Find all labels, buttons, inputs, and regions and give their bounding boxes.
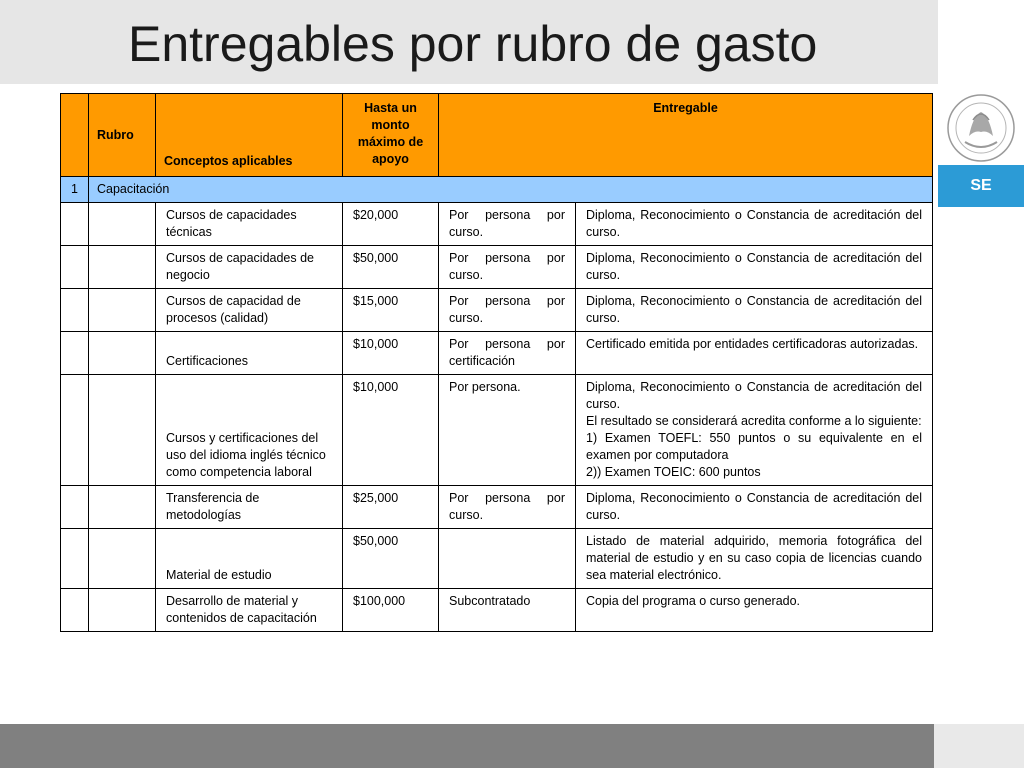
category-row — [61, 177, 933, 203]
header-rubro: Rubro — [89, 94, 156, 177]
monto-cell: $100,000 — [343, 589, 439, 632]
category-number: 1 — [61, 177, 89, 203]
entregable-cell — [576, 375, 933, 486]
deliverables-table — [60, 93, 933, 632]
concepto-cell: Cursos de capacidad de procesos (calidad) — [156, 289, 343, 332]
concepto-cell: Cursos y certificaciones del uso del idioma inglés técnico como competencia laboral — [156, 375, 343, 486]
entregable-line: 1) Examen TOEFL: 550 puntos o su equivalente en el examen por computadora — [586, 431, 923, 462]
unidad-cell: Por persona por certificación — [439, 332, 576, 375]
entregable-cell: Diploma, Reconocimiento o Constancia de acreditación del curso. — [576, 246, 933, 289]
monto-cell: $25,000 — [343, 486, 439, 529]
concepto-cell: Cursos de capacidades técnicas — [156, 203, 343, 246]
table-row — [61, 289, 933, 332]
footer-bar — [0, 724, 934, 768]
concepto-cell: Desarrollo de material y contenidos de capacitación — [156, 589, 343, 632]
unidad-cell — [439, 529, 576, 589]
concepto-cell: Cursos de capacidades de negocio — [156, 246, 343, 289]
table-row — [61, 589, 933, 632]
monto-cell: $50,000 — [343, 246, 439, 289]
footer-end-block — [934, 724, 1024, 768]
unidad-cell: Por persona. — [439, 375, 576, 486]
page-title: Entregables por rubro de gasto — [128, 16, 818, 72]
mexico-coat-of-arms-seal-icon — [943, 92, 1019, 164]
concepto-cell: Transferencia de metodologías — [156, 486, 343, 529]
category-name: Capacitación — [89, 177, 933, 203]
entregable-cell: Diploma, Reconocimiento o Constancia de acreditación del curso. — [576, 203, 933, 246]
table-row — [61, 332, 933, 375]
header-num — [61, 94, 89, 177]
monto-cell: $10,000 — [343, 332, 439, 375]
table-header-row — [61, 94, 933, 177]
table-row — [61, 203, 933, 246]
se-logo: SE — [938, 165, 1024, 207]
entregable-cell: Certificado emitida por entidades certificadoras autorizadas. — [576, 332, 933, 375]
entregable-line: Diploma, Reconocimiento o Constancia de acreditación del curso. — [586, 380, 923, 411]
unidad-cell: Subcontratado — [439, 589, 576, 632]
monto-cell: $15,000 — [343, 289, 439, 332]
unidad-cell: Por persona por curso. — [439, 246, 576, 289]
entregable-cell: Diploma, Reconocimiento o Constancia de acreditación del curso. — [576, 486, 933, 529]
table-row — [61, 375, 933, 486]
unidad-cell: Por persona por curso. — [439, 486, 576, 529]
entregable-cell: Copia del programa o curso generado. — [576, 589, 933, 632]
table-row — [61, 529, 933, 589]
concepto-cell: Certificaciones — [156, 332, 343, 375]
unidad-cell: Por persona por curso. — [439, 203, 576, 246]
header-entregable: Entregable — [439, 94, 933, 177]
concepto-cell: Material de estudio — [156, 529, 343, 589]
unidad-cell: Por persona por curso. — [439, 289, 576, 332]
entregable-line: 2)) Examen TOEIC: 600 puntos — [586, 465, 761, 479]
header-monto: Hasta un monto máximo de apoyo — [343, 94, 439, 177]
monto-cell: $50,000 — [343, 529, 439, 589]
entregable-line: El resultado se considerará acredita conforme a lo siguiente: — [586, 414, 922, 428]
header-conceptos: Conceptos aplicables — [156, 94, 343, 177]
entregable-cell: Listado de material adquirido, memoria fotográfica del material de estudio y en su caso copia de licencias cuando sea material electrónico. — [576, 529, 933, 589]
table-row — [61, 486, 933, 529]
monto-cell: $20,000 — [343, 203, 439, 246]
monto-cell: $10,000 — [343, 375, 439, 486]
table-row — [61, 246, 933, 289]
entregable-cell: Diploma, Reconocimiento o Constancia de acreditación del curso. — [576, 289, 933, 332]
